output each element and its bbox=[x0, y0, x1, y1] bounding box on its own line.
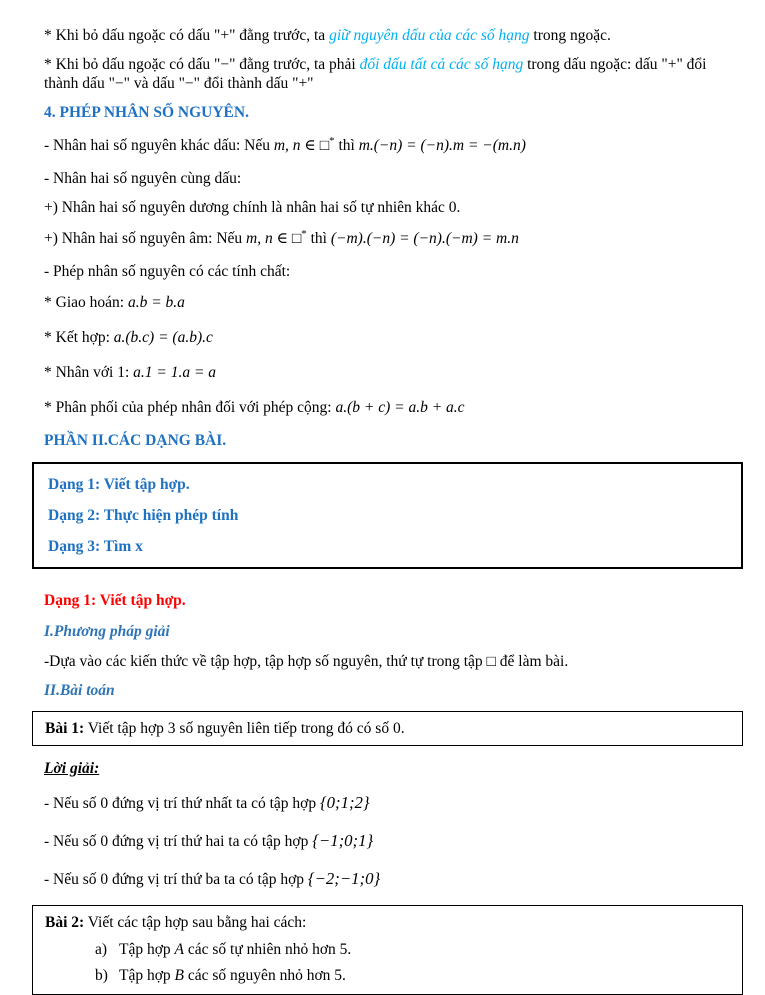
section-heading-part2: PHẦN II.CÁC DẠNG BÀI. bbox=[44, 432, 227, 449]
exercise-2-item-a bbox=[45, 940, 730, 959]
superscript-star: * bbox=[329, 134, 335, 147]
superscript-star: * bbox=[301, 227, 307, 240]
sol2-text: - Nếu số 0 đứng vị trí thứ hai ta có tập hợp bbox=[44, 833, 313, 850]
method-text: -Dựa vào các kiến thức về tập hợp, tập hợp số nguyên, thứ tự trong tập □ để làm bài. bbox=[44, 653, 569, 670]
rule-plus-pre: * Khi bỏ dấu ngoặc có dấu "+" đằng trước, ta bbox=[44, 27, 330, 44]
exercise-type-3: Dạng 3: Tìm x bbox=[48, 538, 143, 555]
property-commutative bbox=[44, 291, 743, 314]
rule-plus-post: trong ngoặc. bbox=[529, 27, 611, 44]
exercise-1-box bbox=[32, 711, 743, 746]
khac-dau-set-notation: m, n ∈ □ bbox=[273, 137, 330, 154]
item-a-var: A bbox=[174, 941, 185, 958]
exercise-2-sublist bbox=[45, 940, 730, 985]
heading-solution: Lời giải: bbox=[44, 760, 100, 777]
exercise-2-label: Bài 2: bbox=[45, 914, 85, 931]
rule-minus-pre: * Khi bỏ dấu ngoặc có dấu "−" đằng trước, ta phải bbox=[44, 56, 360, 73]
item-b-post: các số nguyên nhỏ hơn 5. bbox=[184, 967, 346, 984]
exercise-type-2: Dạng 2: Thực hiện phép tính bbox=[48, 507, 239, 524]
am-formula: (−m).(−n) = (−n).(−m) = m.n bbox=[330, 230, 519, 247]
phan-phoi-formula: a.(b + c) = a.b + a.c bbox=[335, 399, 465, 416]
rule-plus-emphasis: giữ nguyên dấu của các số hạng bbox=[329, 27, 530, 44]
exercise-2 bbox=[45, 913, 730, 932]
rule-multiply-positive: +) Nhân hai số nguyên dương chính là nhân hai số tự nhiên khác 0. bbox=[44, 199, 461, 216]
ket-hop-label: * Kết hợp: bbox=[44, 329, 114, 346]
exercise-type-1: Dạng 1: Viết tập hợp. bbox=[48, 476, 190, 493]
exercise-1 bbox=[45, 719, 730, 738]
exercise-2-box bbox=[32, 905, 743, 995]
nhan-1-formula: a.1 = 1.a = a bbox=[133, 364, 217, 381]
rule-remove-parens-plus bbox=[44, 26, 743, 45]
solution-line-2 bbox=[44, 829, 743, 853]
giao-hoan-label: * Giao hoán: bbox=[44, 294, 128, 311]
am-pre: +) Nhân hai số nguyên âm: Nếu bbox=[44, 230, 247, 247]
ket-hop-formula: a.(b.c) = (a.b).c bbox=[113, 329, 213, 346]
exercise-1-label: Bài 1: bbox=[45, 720, 85, 737]
property-distributive bbox=[44, 396, 743, 419]
sol1-set: {0;1;2} bbox=[319, 793, 370, 812]
khac-dau-formula: m.(−n) = (−n).m = −(m.n) bbox=[358, 137, 526, 154]
properties-intro: - Phép nhân số nguyên có các tính chất: bbox=[44, 263, 291, 280]
item-a-marker: a) bbox=[95, 941, 108, 958]
property-associative bbox=[44, 326, 743, 349]
solution-line-3 bbox=[44, 867, 743, 891]
property-identity bbox=[44, 361, 743, 384]
am-mid: thì bbox=[306, 230, 331, 247]
giao-hoan-formula: a.b = b.a bbox=[127, 294, 185, 311]
item-b-marker: b) bbox=[95, 967, 108, 984]
sol3-text: - Nếu số 0 đứng vị trí thứ ba ta có tập hợp bbox=[44, 871, 308, 888]
heading-problems: II.Bài toán bbox=[44, 682, 115, 699]
am-set-notation: m, n ∈ □ bbox=[246, 230, 302, 247]
sol1-text: - Nếu số 0 đứng vị trí thứ nhất ta có tập hợp bbox=[44, 795, 320, 812]
nhan-1-label: * Nhân với 1: bbox=[44, 364, 134, 381]
item-a-pre: Tập hợp bbox=[119, 941, 175, 958]
rule-remove-parens-minus bbox=[44, 55, 743, 93]
sol3-set: {−2;−1;0} bbox=[307, 869, 381, 888]
item-b-var: B bbox=[174, 967, 185, 984]
rule-minus-emphasis: đổi dấu tất cả các số hạng bbox=[359, 56, 524, 73]
heading-dang1: Dạng 1: Viết tập hợp. bbox=[44, 592, 186, 609]
exercise-2-item-b bbox=[45, 966, 730, 985]
rule-multiply-different-signs bbox=[44, 134, 743, 157]
rule-multiply-negative bbox=[44, 227, 743, 250]
phan-phoi-label: * Phân phối của phép nhân đối với phép cộng: bbox=[44, 399, 336, 416]
khac-dau-mid: thì bbox=[334, 137, 359, 154]
rule-multiply-same-signs: - Nhân hai số nguyên cùng dấu: bbox=[44, 170, 242, 187]
section-heading-multiplication: 4. PHÉP NHÂN SỐ NGUYÊN. bbox=[44, 104, 249, 121]
solution-line-1 bbox=[44, 791, 743, 815]
rule-minus-post: trong dấu ngoặc: dấu "+" đổi thành dấu "−" và dấu "−" đổi thành dấu "+" bbox=[44, 56, 707, 92]
item-a-post: các số tự nhiên nhỏ hơn 5. bbox=[184, 941, 352, 958]
heading-method: I.Phương pháp giải bbox=[44, 623, 170, 640]
exercise-types-box bbox=[32, 462, 743, 569]
sol2-set: {−1;0;1} bbox=[312, 831, 374, 850]
item-b-pre: Tập hợp bbox=[119, 967, 175, 984]
exercise-1-text: Viết tập hợp 3 số nguyên liên tiếp trong đó có số 0. bbox=[84, 720, 405, 737]
exercise-2-text: Viết các tập hợp sau bằng hai cách: bbox=[84, 914, 307, 931]
khac-dau-pre: - Nhân hai số nguyên khác dấu: Nếu bbox=[44, 137, 274, 154]
